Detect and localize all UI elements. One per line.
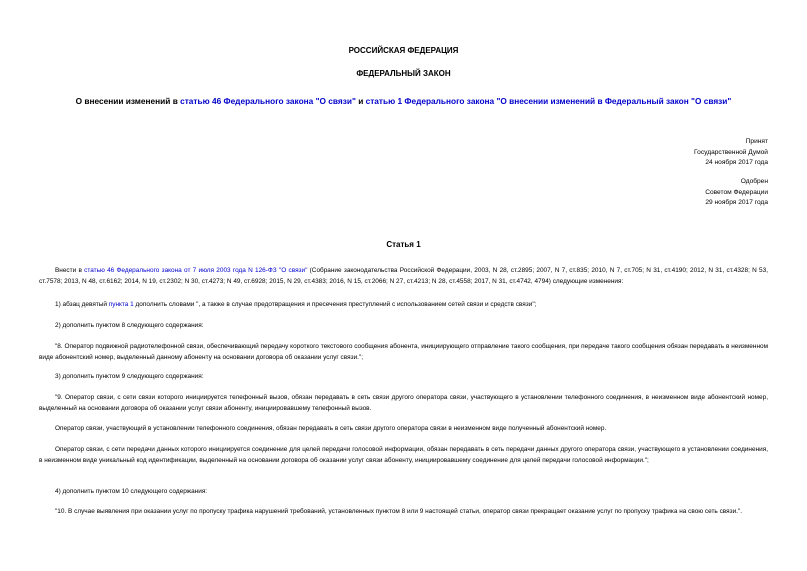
adopted-block [568,137,768,169]
item-4: 4) дополнить пунктом 10 следующего содержания: [55,488,208,495]
title-mid: и [355,96,366,106]
document-type-heading: ФЕДЕРАЛЬНЫЙ ЗАКОН [356,69,451,78]
approved-line-2: Советом Федерации [705,188,768,196]
intro-prefix: Внести в [55,267,85,274]
item-3-paragraph-2: Оператор связи, участвующий в установлении телефонного соединения, обязан передавать в сеть связи другого оператора связи в неизменном виде полученный абонентский номер. [55,425,607,432]
law-title [40,96,767,107]
intro-link-article-46[interactable]: статью 46 Федерального закона от 7 июля 2003 года N 126-ФЗ "О связи" [84,267,308,274]
item1-suffix: дополнить словами ", а также в случае предотвращения и пресечения преступлений с использованием сетей связи и средств связи"; [133,301,537,308]
adopted-line-2: Государственной Думой [694,148,768,156]
item-3-paragraph-1: "9. Оператор связи, с сети связи которого инициируется телефонный вызов, обязан передавать в сеть связи другого оператора связи, участвующего в установлении телефонного соединения, в неизменном виде абонентский номер, выделенный на основании договора об оказании услуг связи абоненту, инициировавшему телефонный вызов. [39,394,768,412]
article-intro [39,266,768,287]
adopted-line-3: 24 ноября 2017 года [705,159,768,166]
adopted-line-1: Принят [745,138,768,145]
approved-block [568,177,768,209]
article-heading: Статья 1 [386,240,421,249]
item-3: 3) дополнить пунктом 9 следующего содержания: [55,373,204,380]
approved-line-1: Одобрен [740,178,768,185]
intro-suffix: (Собрание законодательства Российской Федерации, 2003, N 28, ст.2895; 2007, N 7, ст.835; 2010, N 7, ст.705; N 31, ст.4190; 2012, N 31, ст.4328; N 53, ст.7578; 2013, N 48, ст.6162; 2014, N 19, ст.2302; N 30, ст.4273; N 49, ст.6928; 2015, N 29, ст.4383; 2016, N 15, ст.2066; N 27, ст.4213; N 28, ст.4558; 2017, N 31, ст.4742, 4794) следующие изменения: [39,267,768,285]
item-1 [39,300,768,311]
approved-line-3: 29 ноября 2017 года [705,199,768,206]
item-4-text: "10. В случае выявления при оказании услуг по пропуску трафика нарушений требований, установленных пунктом 8 или 9 настоящей статьи, оператор связи прекращает оказание услуг по пропуску трафика на свою сеть связи.". [55,508,743,515]
item-3-paragraph-3: Оператор связи, с сети передачи данных которого инициируется соединение для целей передачи голосовой информации, обязан передавать в сеть передачи данных другого оператора связи, участвующего в установлении соединения, в неизменном виде уникальный код идентификации, выделенный на основании договора об оказании услуг связи абоненту, инициировавшему соединение для целей передачи голосовой информации."; [39,446,768,464]
country-heading: РОССИЙСКАЯ ФЕДЕРАЦИЯ [348,46,459,55]
item1-link-point-1[interactable]: пункта 1 [108,301,134,308]
item-2: 2) дополнить пунктом 8 следующего содержания: [55,322,204,329]
title-link-article-1[interactable]: статью 1 Федерального закона "О внесении изменений в Федеральный закон "О связи" [365,96,732,106]
title-link-article-46[interactable]: статью 46 Федерального закона "О связи" [180,96,356,106]
item-2-text: "8. Оператор подвижной радиотелефонной связи, обеспечивающий передачу короткого текстового сообщения абонента, инициирующего отправление такого сообщения, при передаче такого сообщения обязан передавать в неизменном виде абонентский номер, выделенный данному абоненту на основании договора об оказании услуг связи."; [39,343,768,361]
title-prefix: О внесении изменений в [75,96,181,106]
item1-prefix: 1) абзац девятый [55,301,109,308]
